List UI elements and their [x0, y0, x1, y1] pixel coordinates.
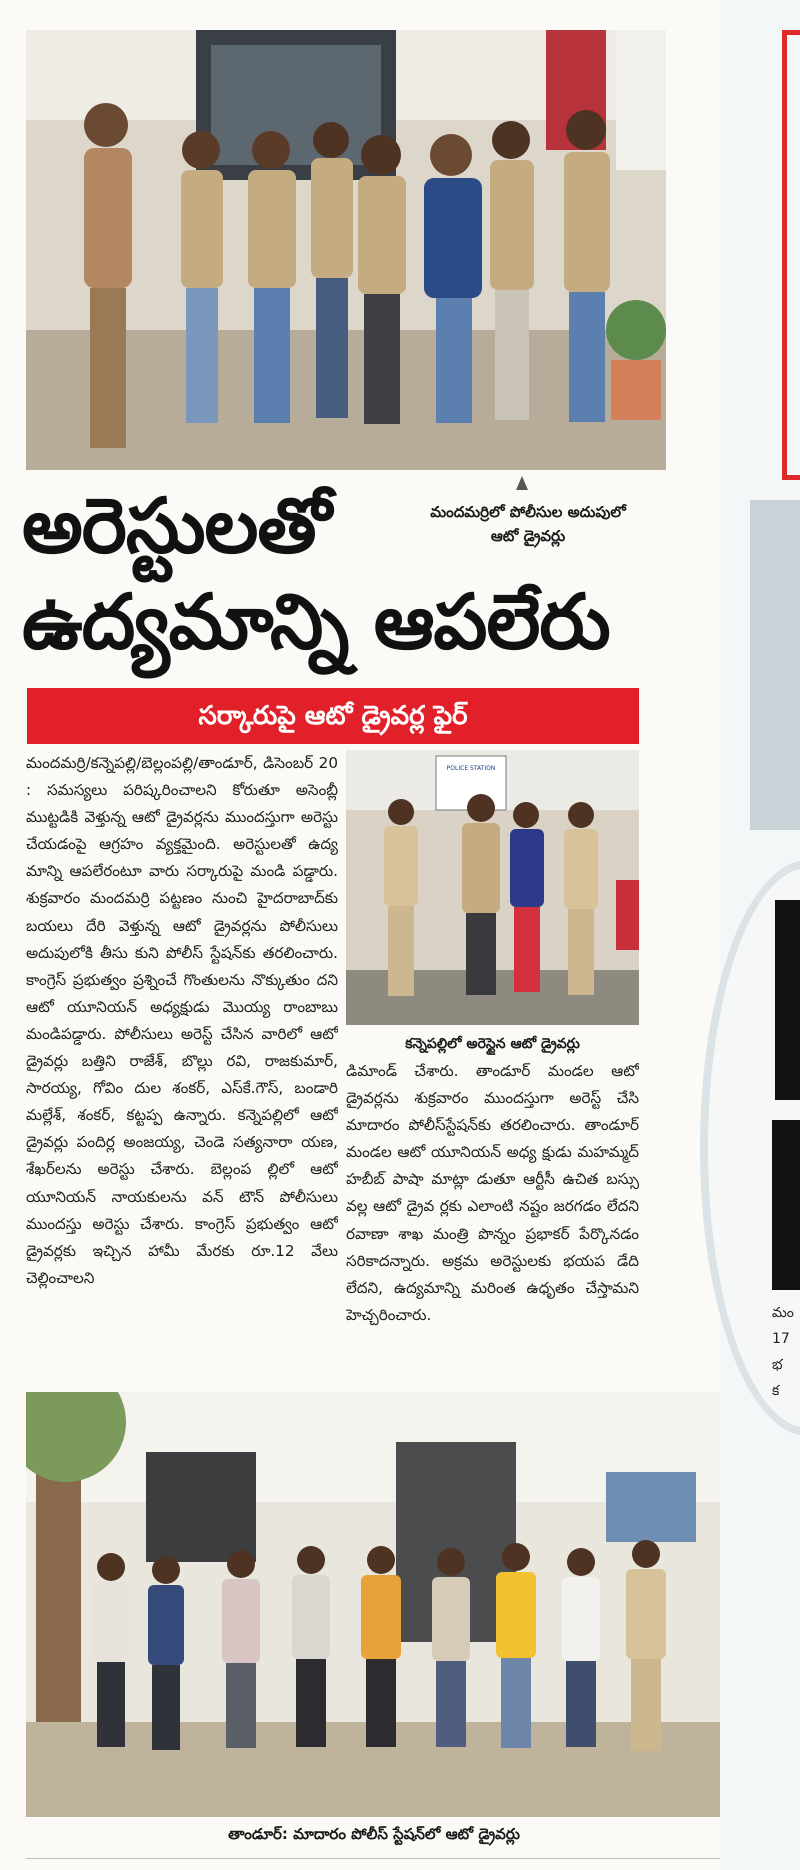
neighbor-headline-glyph — [775, 900, 800, 1100]
neighbor-text-line-1: మం — [772, 1305, 794, 1321]
headline-line-2: ఉద్యమాన్ని ఆపలేరు — [22, 577, 610, 666]
neighbor-text — [772, 1300, 794, 1404]
headline-line-1: అరెస్టులతో — [22, 481, 331, 570]
bottom-photo-caption: తాండూర్: మాదారం పోలీస్ స్టేషన్‌లో ఆటో డ్రైవర్లు — [228, 1825, 520, 1843]
top-photo — [26, 30, 666, 470]
caption-pointer-icon — [516, 476, 528, 490]
neighbor-headline-glyph-2 — [772, 1120, 800, 1290]
middle-photo-caption: కన్నెపల్లిలో అరెస్టైన ఆటో డ్రైవర్లు — [405, 1036, 580, 1052]
subheadline-bar: సర్కారుపై ఆటో డ్రైవర్ల ఫైర్ — [27, 688, 639, 744]
middle-photo — [346, 750, 639, 1025]
article-column-2: డిమాండ్ చేశారు. తాండూర్ మండల ఆటో డ్రైవర్లను శుక్రవారం ముందస్తుగా అరెస్ట్ చేసి మాదారం పోలీస్‌స్టేషన్‌కు తరలించారు. తాండూర్ మండల ఆటో యూనియన్ అధ్య క్షుడు మహమ్మద్ హబీబ్ పాషా మాట్లా డుతూ ఆర్టీసీ ఉచిత బస్సు వల్ల ఆటో డ్రైవ ర్లకు ఎలాంటి నష్టం జరగడం లేదని రవాణా శాఖ మంత్రి పొన్నం ప్రభాకర్ పేర్కొనడం సరికాదన్నారు. అక్రమ అరెస్టులకు భయప డేది లేదని, ఉద్యమాన్ని మరింత ఉధృతం చేస్తామని హెచ్చరించారు. — [346, 1062, 639, 1324]
top-photo-caption — [378, 500, 678, 548]
police-sign-text: POLICE STATION — [446, 765, 496, 772]
neighbor-photo — [750, 500, 800, 830]
top-photo-caption-line-1: మందమర్రిలో పోలీసుల అదుపులో — [430, 503, 626, 521]
top-photo-caption-line-2: ఆటో డ్రైవర్లు — [490, 527, 566, 545]
neighbor-red-frame — [782, 30, 800, 480]
neighbor-text-line-2: 17 — [772, 1331, 790, 1347]
neighbor-text-line-4: క — [772, 1383, 780, 1399]
article-column-1: మందమర్రి/కన్నెపల్లి/బెల్లంపల్లి/తాండూర్, డిసెంబర్ 20 : సమస్యలు పరిష్కరించాలని కోరుతూ అసెంబ్లీ ముట్టడికి వెళ్తున్న ఆటో డ్రైవర్లను ముందస్తుగా అరెస్టు చేయడంపై ఆగ్రహం వ్యక్తమైంది. అరెస్టులతో ఉద్య మాన్ని ఆపలేరంటూ వారు సర్కారుపై మండి పడ్డారు. శుక్రవారం మందమర్రి పట్టణం నుంచి హైదరాబాద్‌కు బయలు దేరి వెళ్తున్న ఆటో డ్రైవర్లను పోలీసులు అదుపులోకి తీసు కుని పోలీస్ స్టేషన్‌కు తరలించారు. కాంగ్రెస్ ప్రభుత్వం ప్రశ్నించే గొంతులను నొక్కుతుం దని ఆటో యూనియన్ అధ్యక్షుడు మొయ్య రాంబాబు మండిపడ్డారు. పోలీసులు అరెస్ట్ చేసిన వారిలో ఆటో డ్రైవర్లు బత్తిని రాజేశ్, బొల్లు రవి, రాజకుమార్, సారయ్య, గోవిం దుల శంకర్, ఎస్‌కే.గౌస్, బండారి మల్లేశ్, శంకర్, కట్టప్ప ఉన్నారు. కన్నెపల్లిలో ఆటో డ్రైవర్లు పందిర్ల అంజయ్య, చెండె సత్యనారా యణ, శేఖర్‌లను అరెస్టు చేశారు. బెల్లంప ల్లిలో ఆటో యూనియన్ నాయకులను వన్ టౌన్ పోలీసులు ముందస్తు అరెస్టు చేశారు. కాంగ్రెస్ ప్రభుత్వం ఆటో డ్రైవర్లకు ఇచ్చిన హామీ మేరకు రూ.12 వేలు చెల్లించాలని — [26, 754, 338, 1287]
neighbor-text-line-3: భ — [772, 1357, 783, 1373]
bottom-divider — [26, 1858, 722, 1859]
bottom-photo — [26, 1392, 722, 1817]
